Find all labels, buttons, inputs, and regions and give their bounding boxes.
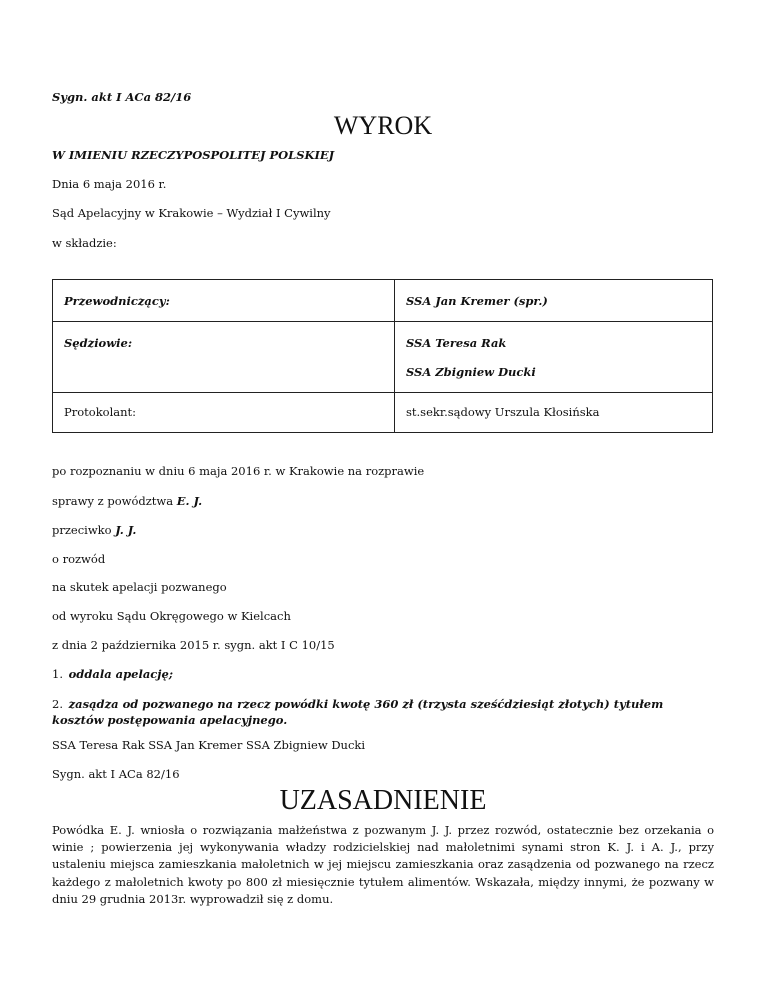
clerk-label: Protokolant: (64, 405, 137, 419)
composition-table (52, 279, 713, 433)
lower-court-date-line: z dnia 2 października 2015 r. sygn. akt I C 10/15 (52, 638, 335, 652)
plaintiff-line (52, 494, 202, 508)
justification-title: UZASADNIENIE (279, 785, 487, 816)
chair-label-cell (53, 280, 395, 322)
judge-1: SSA Teresa Rak (406, 336, 507, 350)
judgment-date: Dnia 6 maja 2016 r. (52, 177, 167, 191)
composition-label: w składzie: (52, 236, 117, 250)
plaintiff-prefix: sprawy z powództwa (52, 494, 177, 508)
ruling-item-2 (52, 697, 663, 711)
judges-value-cell (395, 322, 713, 393)
case-signature-top: Sygn. akt I ACa 82/16 (52, 90, 192, 104)
judgment-title: WYROK (333, 111, 433, 140)
ruling-item-2-text-line2: kosztów postępowania apelacyjnego. (52, 713, 288, 727)
ruling-item-2-text-line1: zasądza od pozwanego na rzecz powódki kwotę 360 zł (trzysta sześćdziesiąt złotych) tytułem (68, 697, 664, 711)
judges-signatures: SSA Teresa Rak SSA Jan Kremer SSA Zbigniew Ducki (52, 738, 366, 752)
case-subject: o rozwód (52, 552, 106, 566)
chair-value-cell (395, 280, 713, 322)
defendant-prefix: przeciwko (52, 523, 116, 537)
judges-label: Sędziowie: (64, 336, 133, 350)
court-name: Sąd Apelacyjny w Krakowie – Wydział I Cywilny (52, 206, 331, 220)
clerk-value-cell (395, 393, 713, 433)
clerk-value: st.sekr.sądowy Urszula Kłosińska (406, 405, 600, 419)
ruling-item-2-number: 2. (52, 697, 63, 711)
clerk-label-cell (53, 393, 395, 433)
appeal-line: na skutek apelacji pozwanego (52, 580, 227, 594)
ruling-item-1-number: 1. (52, 667, 63, 681)
lower-court-line: od wyroku Sądu Okręgowego w Kielcach (52, 609, 291, 623)
defendant-line (52, 523, 136, 537)
ruling-item-1-text: oddala apelację; (68, 667, 174, 681)
ruling-item-1 (52, 667, 173, 681)
judges-label-cell (53, 322, 395, 393)
chair-value: SSA Jan Kremer (spr.) (406, 294, 548, 308)
hearing-line: po rozpoznaniu w dniu 6 maja 2016 r. w Krakowie na rozprawie (52, 464, 425, 478)
case-signature-justification: Sygn. akt I ACa 82/16 (52, 767, 180, 781)
judgment-subtitle: W IMIENIU RZECZYPOSPOLITEJ POLSKIEJ (52, 148, 335, 162)
judge-2: SSA Zbigniew Ducki (406, 365, 536, 379)
justification-paragraph: Powódka E. J. wniosła o rozwiązania małżeństwa z pozwanym J. J. przez rozwód, ostatecznie bez orzekania o winie ; powierzenia jej wykonywania władzy rodzicielskiej nad małoletnimi synami stron K. J. i A. J., przy ustaleniu miejsca zamieszkania małoletnich w jej miejscu zamieszkania oraz zasądzenia od pozwanego na rzecz każdego z małoletnich kwoty po 800 zł miesięcznie tytułem alimentów. Wskazała, między innymi, że pozwany w dniu 29 grudnia 2013r. wyprowadził się z domu. (52, 823, 714, 906)
plaintiff-name: E. J. (176, 494, 203, 508)
defendant-name: J. J. (115, 523, 137, 537)
chair-label: Przewodniczący: (64, 294, 170, 308)
